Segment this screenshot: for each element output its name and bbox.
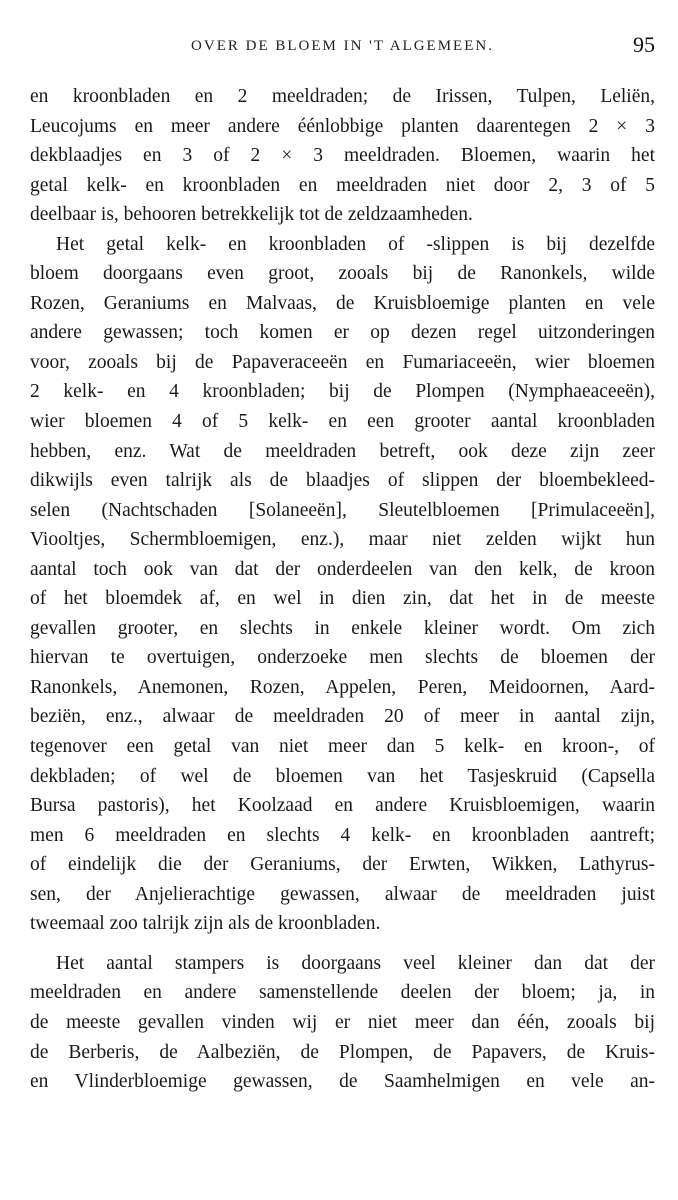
text-line: tweemaal zoo talrijk zijn als de kroonbladen. (30, 913, 381, 935)
text-line: wier bloemen 4 of 5 kelk- en een grooter aantal kroonbladen (30, 411, 655, 433)
book-page (30, 0, 655, 1200)
text-line: de meeste gevallen vinden wij er niet meer dan één, zooals bij (30, 1011, 655, 1033)
text-line: tegenover een getal van niet meer dan 5 kelk- en kroon-, of (30, 736, 655, 758)
body-text (30, 82, 655, 1097)
text-line: getal kelk- en kroonbladen en meeldraden niet door 2, 3 of 5 (30, 174, 655, 196)
text-line: gevallen grooter, en slechts in enkele kleiner wordt. Om zich (30, 617, 655, 639)
text-line: dekbladen; of wel de bloemen van het Tasjeskruid (Capsella (30, 765, 655, 787)
text-line: men 6 meeldraden en slechts 4 kelk- en kroonbladen aantreft; (30, 824, 655, 846)
text-line: Viooltjes, Schermbloemigen, enz.), maar niet zelden wijkt hun (30, 529, 655, 551)
text-line: de Berberis, de Aalbeziën, de Plompen, de Papavers, de Kruis- (30, 1041, 655, 1063)
page-number: 95 (633, 32, 655, 57)
text-line: of eindelijk die der Geraniums, der Erwten, Wikken, Lathyrus- (30, 854, 655, 876)
text-line: sen, der Anjelierachtige gewassen, alwaar de meeldraden juist (30, 883, 655, 905)
paragraph-3 (30, 949, 655, 1097)
running-title: OVER DE BLOEM IN 'T ALGEMEEN. (191, 38, 494, 54)
paragraph-2 (30, 230, 655, 939)
text-line: hebben, enz. Wat de meeldraden betreft, ook deze zijn zeer (30, 440, 655, 462)
text-line: Leucojums en meer andere éénlobbige planten daarentegen 2 × 3 (30, 115, 655, 137)
text-line: of het bloemdek af, en wel in dien zin, dat het in de meeste (30, 588, 655, 610)
text-line: selen (Nachtschaden [Solaneeën], Sleutelbloemen [Primulaceeën], (30, 499, 655, 521)
text-line: en Vlinderbloemige gewassen, de Saamhelmigen en vele an- (30, 1071, 655, 1093)
text-line: bloem doorgaans even groot, zooals bij de Ranonkels, wilde (30, 263, 655, 285)
text-line: dekblaadjes en 3 of 2 × 3 meeldraden. Bloemen, waarin het (30, 145, 655, 167)
text-line: beziën, enz., alwaar de meeldraden 20 of meer in aantal zijn, (30, 706, 655, 728)
text-line: Ranonkels, Anemonen, Rozen, Appelen, Peren, Meidoornen, Aard- (30, 676, 655, 698)
text-line: meeldraden en andere samenstellende deelen der bloem; ja, in (30, 982, 655, 1004)
text-line: andere gewassen; toch komen er op dezen regel uitzonderingen (30, 322, 655, 344)
text-line: aantal toch ook van dat der onderdeelen van den kelk, de kroon (30, 558, 655, 580)
text-line: dikwijls even talrijk als de blaadjes of slippen der bloembekleed- (30, 470, 655, 492)
text-line: Het getal kelk- en kroonbladen of -slippen is bij dezelfde (56, 233, 655, 255)
text-line: deelbaar is, behooren betrekkelijk tot de zeldzaamheden. (30, 204, 473, 226)
text-line: 2 kelk- en 4 kroonbladen; bij de Plompen (Nymphaeaceeën), (30, 381, 655, 403)
text-line: hiervan te overtuigen, onderzoeke men slechts de bloemen der (30, 647, 655, 669)
paragraph-1 (30, 82, 655, 230)
running-header (30, 0, 655, 60)
text-line: voor, zooals bij de Papaveraceeën en Fumariaceeën, wier bloemen (30, 351, 655, 373)
text-line: Het aantal stampers is doorgaans veel kleiner dan dat der (56, 952, 655, 974)
text-line: Bursa pastoris), het Koolzaad en andere Kruisbloemigen, waarin (30, 795, 655, 817)
text-line: en kroonbladen en 2 meeldraden; de Irissen, Tulpen, Leliën, (30, 86, 655, 107)
text-line: Rozen, Geraniums en Malvaas, de Kruisbloemige planten en vele (30, 292, 655, 314)
paragraph-gap (30, 939, 655, 949)
